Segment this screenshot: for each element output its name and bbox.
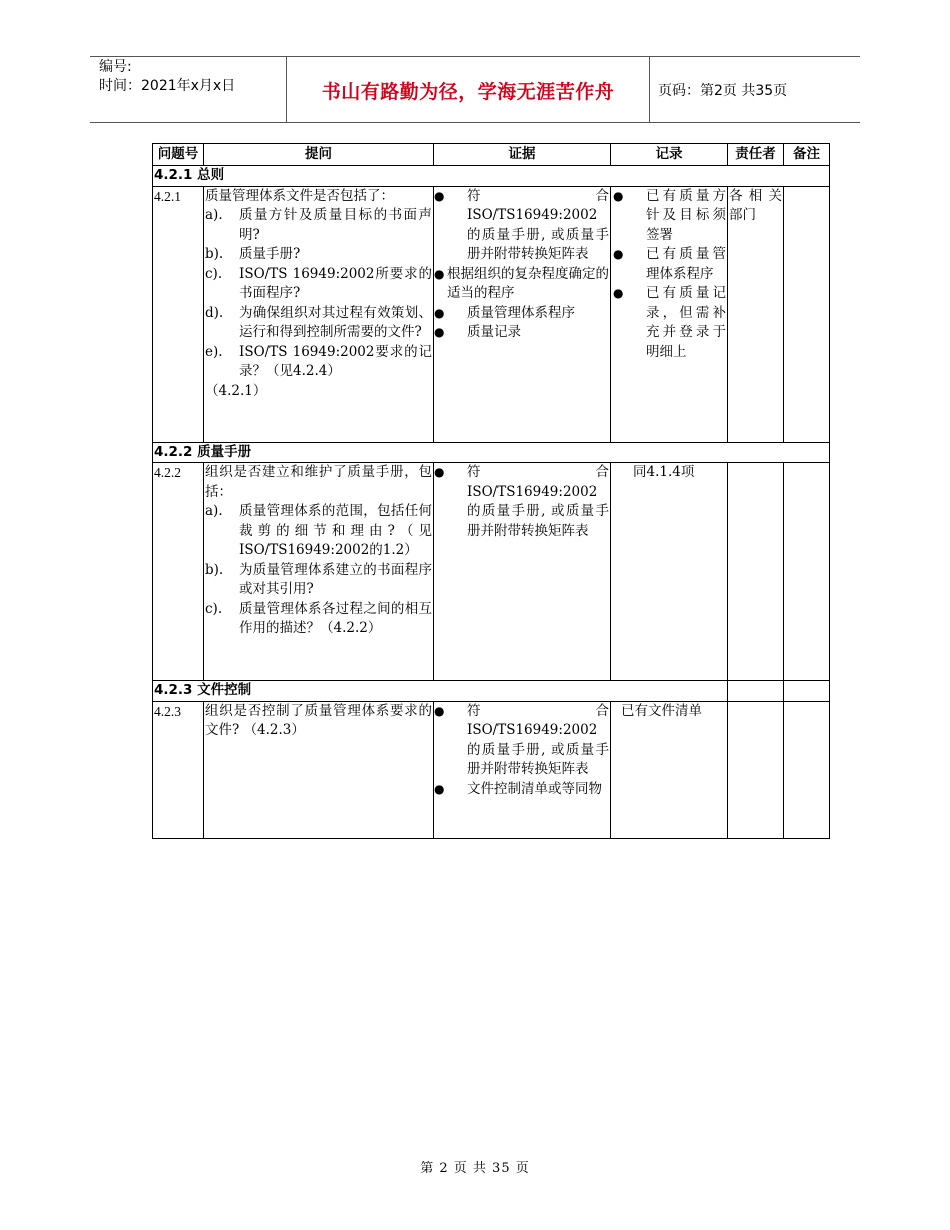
item-text: 为质量管理体系建立的书面程序或对其引用? [239, 561, 432, 597]
record-item [612, 284, 726, 362]
bullet-icon: ● [434, 703, 445, 718]
bullet-icon: ● [434, 266, 445, 281]
bullet-icon: ● [434, 325, 445, 339]
table-header-row [153, 144, 830, 166]
table-row [153, 463, 830, 681]
record-cell [611, 186, 728, 442]
question-intro: 质量管理体系文件是否包括了： [205, 187, 394, 204]
item-mark: b). [205, 561, 224, 578]
evidence-text: 符合ISO/TS16949:2002的质量手册, 或质量手册并附带转换矩阵表 [467, 702, 609, 777]
question-item [205, 502, 432, 561]
section-spacer [784, 681, 830, 702]
item-mark: e). [205, 343, 223, 360]
bullet-icon: ● [434, 465, 445, 479]
remark-cell [784, 463, 830, 681]
evidence-item [435, 323, 609, 343]
table-row [153, 186, 830, 442]
column-header: 责任者 [728, 144, 784, 166]
question-cell [204, 463, 434, 681]
evidence-text: 符合ISO/TS16949:2002的质量手册, 或质量手册并附带转换矩阵表 [467, 464, 609, 539]
question-intro: 组织是否建立和维护了质量手册，包括： [205, 464, 432, 500]
item-text: 质量管理体系各过程之间的相互作用的描述？（4.2.2） [239, 600, 432, 636]
column-header: 问题号 [153, 144, 204, 166]
bullet-icon: ● [613, 286, 624, 300]
evidence-text: 文件控制清单或等同物 [467, 780, 602, 797]
column-header: 记录 [611, 144, 728, 166]
record-item [612, 187, 726, 246]
bullet-icon: ● [434, 188, 445, 203]
evidence-cell [434, 463, 611, 681]
remark-cell [784, 701, 830, 838]
question-cell [204, 701, 434, 838]
record-cell [611, 701, 728, 838]
evidence-item [435, 463, 609, 541]
section-spacer [728, 681, 784, 702]
record-cell [611, 463, 728, 681]
owner-cell [728, 701, 784, 838]
section-title: 4.2.2 质量手册 [153, 442, 830, 463]
question-item [205, 245, 432, 265]
section-row [153, 442, 830, 463]
owner-cell: 各相关部门 [728, 186, 784, 442]
header-meta [99, 58, 235, 96]
item-text: 质量方针及质量目标的书面声明? [239, 207, 432, 243]
record-text: 已有质量记录，但需补充并登录于明细上 [646, 285, 726, 360]
item-mark: c). [205, 265, 223, 282]
question-item [205, 343, 432, 382]
item-text: 质量手册? [239, 246, 301, 262]
section-row [153, 681, 830, 702]
record-text: 同4.1.4项 [633, 464, 695, 480]
item-text: ISO/TS 16949:2002要求的记录？（见4.2.4） [239, 343, 432, 379]
item-text: ISO/TS 16949:2002所要求的书面程序? [239, 265, 432, 301]
remark-cell [784, 186, 830, 442]
evidence-cell [434, 701, 611, 838]
evidence-text: 根据组织的复杂程度确定的适当的程序 [447, 265, 609, 301]
evidence-item [435, 702, 609, 780]
question-item [205, 600, 432, 639]
question-intro: 组织是否控制了质量管理体系要求的文件? （4.2.3） [205, 702, 432, 738]
record-item [612, 245, 726, 284]
column-header: 证据 [434, 144, 611, 166]
time-label: 时间：2021年x月x日 [99, 78, 236, 94]
header-bottom-rule [90, 122, 860, 123]
question-id: 4.2.3 [153, 701, 204, 838]
header-divider [649, 57, 650, 122]
question-id: 4.2.2 [153, 463, 204, 681]
bullet-icon: ● [434, 781, 445, 796]
question-item [205, 304, 432, 343]
page-footer: 第 2 页 共 35 页 [420, 1161, 530, 1176]
evidence-text: 质量管理体系程序 [467, 304, 575, 321]
evidence-text: 符合ISO/TS16949:2002的质量手册, 或质量手册并附带转换矩阵表 [467, 187, 609, 262]
item-mark: a). [205, 207, 223, 223]
bullet-icon: ● [434, 305, 445, 320]
question-id: 4.2.1 [153, 186, 204, 442]
question-item [205, 206, 432, 245]
table-row [153, 701, 830, 838]
question-cell [204, 186, 434, 442]
evidence-cell [434, 186, 611, 442]
item-mark: b). [205, 246, 224, 262]
section-title: 4.2.3 文件控制 [153, 681, 728, 702]
evidence-item [435, 304, 609, 324]
record-text: 已有质量管理体系程序 [646, 246, 726, 282]
number-label: 编号: [99, 59, 132, 75]
question-item [205, 265, 432, 304]
item-text: 为确保组织对其过程有效策划、运行和得到控制所需要的文件? [239, 304, 432, 340]
header-top-rule [90, 56, 860, 57]
item-mark: d). [205, 304, 224, 321]
item-text: 质量管理体系的范围，包括任何裁剪的细节和理由?（见ISO/TS16949:2002的1.2） [239, 503, 432, 558]
question-tail: （4.2.1） [205, 382, 267, 399]
question-item [205, 561, 432, 600]
owner-cell [728, 463, 784, 681]
column-header: 备注 [784, 144, 830, 166]
item-mark: a). [205, 503, 223, 519]
evidence-text: 质量记录 [467, 324, 521, 340]
item-mark: c). [205, 600, 223, 617]
bullet-icon: ● [613, 247, 624, 261]
evidence-item [435, 265, 609, 304]
evidence-item [435, 187, 609, 265]
bullet-icon: ● [613, 188, 624, 203]
audit-table [152, 143, 830, 839]
column-header: 提问 [204, 144, 434, 166]
header-page-info: 页码：第2页 共35页 [658, 83, 788, 99]
record-text: 已有质量方针及目标须签署 [646, 187, 726, 243]
section-row [153, 166, 830, 187]
header-motto: 书山有路勤为径，学海无涯苦作舟 [321, 81, 615, 103]
record-text: 已有文件清单 [621, 702, 702, 719]
evidence-item [435, 780, 609, 800]
section-title: 4.2.1 总则 [153, 166, 830, 187]
